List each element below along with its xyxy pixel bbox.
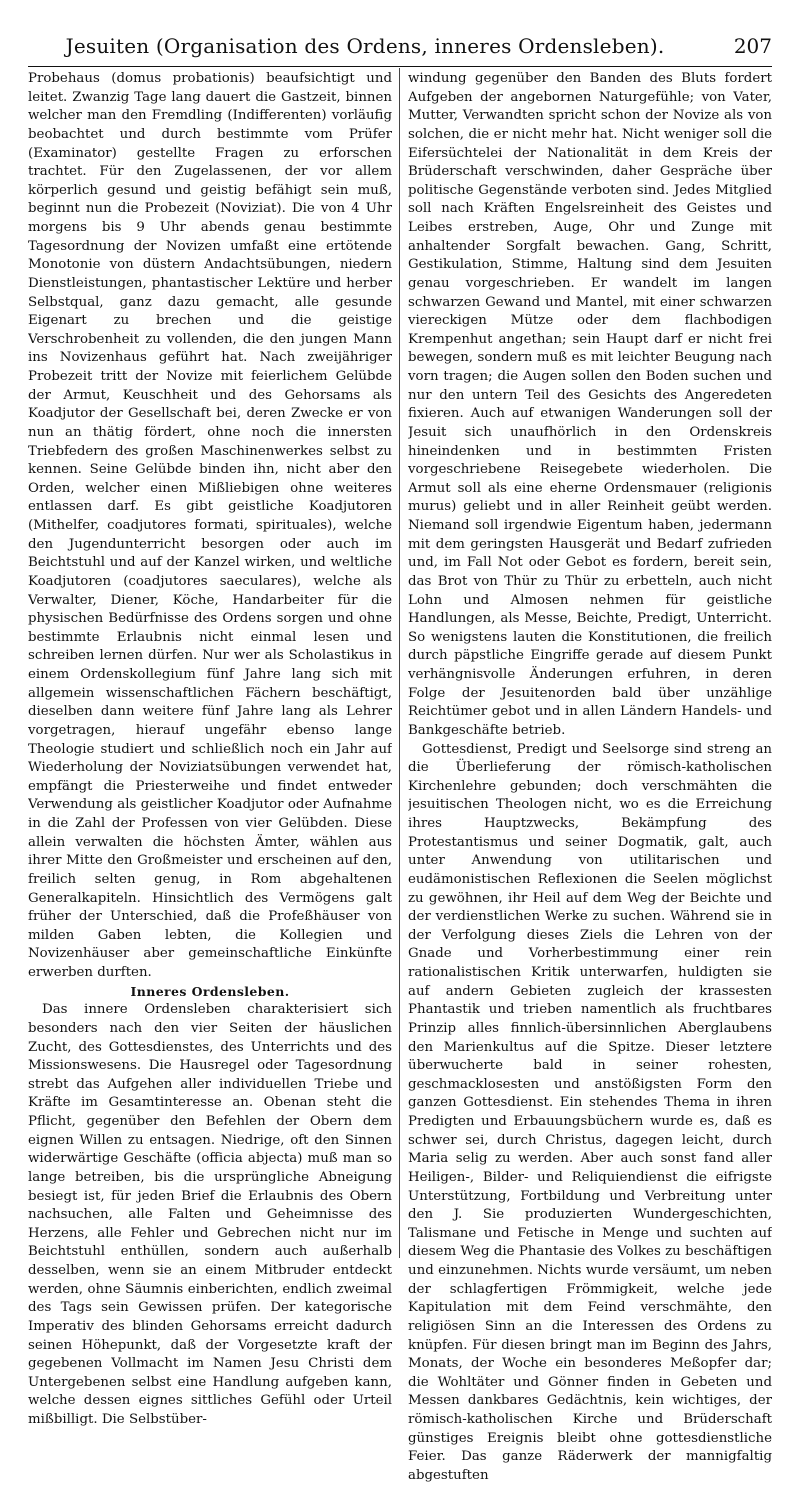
- section-subheading: Inneres Ordensleben.: [130, 983, 290, 999]
- right-column: [408, 70, 772, 1486]
- right-paragraph-1: windung gegenüber den Banden des Bluts fordert Aufgeben der angebornen Naturgefühle; von Vater, Mutter, Verwandten spricht schon der Novize als von solchen, die er nicht mehr hat. Nicht weniger soll die Eifersüchtelei der Nationalität in dem Kreis der Brüderschaft verschwinden, daher Gespräche über politische Gegenstände verboten sind. Jedes Mitglied soll nach Kräften Engelsreinheit des Geistes und Leibes erstreben, Auge, Ohr und Zunge mit anhaltender Sorgfalt bewachen. Gang, Schritt, Gestikulation, Stimme, Haltung sind dem Jesuiten genau vorgeschrieben. Er wandelt im langen schwarzen Gewand und Mantel, mit einer schwarzen viereckigen Mütze oder dem flachbodigen Krempenhut angethan; sein Haupt darf er nicht frei bewegen, sondern muß es mit leichter Beugung nach vorn tragen; die Augen sollen den Boden suchen und nur den untern Teil des Gesichts des Angeredeten fixieren. Auch auf etwanigen Wanderungen soll der Jesuit sich unaufhörlich in den Ordenskreis hineindenken und in bestimmten Fristen vorgeschriebene Reisegebete wiederholen. Die Armut soll als eine eherne Ordensmauer (religionis murus) geliebt und in aller Reinheit geübt werden. Niemand soll irgendwie Eigentum haben, jedermann mit dem geringsten Hausgerät und Bedarf zufrieden und, im Fall Not oder Gebot es fordern, bereit sein, das Brot von Thür zu Thür zu erbetteln, auch nicht Lohn und Almosen nehmen für geistliche Handlungen, als Messe, Beichte, Predigt, Unterricht. So wenigstens lauten die Konstitutionen, die freilich durch päpstliche Eingriffe gerade auf diesem Punkt verhängnisvolle Änderungen erfuhren, in deren Folge der Jesuitenorden bald über unzählige Reichtümer gebot und in allen Ländern Handels- und Bankgeschäfte betrieb.: [408, 71, 772, 738]
- page-number: 207: [733, 34, 772, 58]
- right-paragraph-2: Gottesdienst, Predigt und Seelsorge sind streng an die Überlieferung der römisch-katholischen Kirchenlehre gebunden; doch verschmähten die jesuitischen Theologen nicht, wo es die Erreichung ihres Hauptzwecks, Bekämpfung des Protestantismus und seiner Dogmatik, galt, auch unter Anwendung von utilitarischen und eudämonistischen Reflexionen die Seelen möglichst zu gewöhnen, ihr Heil auf dem Weg der Beichte und der verdienstlichen Werke zu suchen. Während sie in der Verfolgung dieses Ziels die Lehren von der Gnade und Vorherbestimmung einer rein rationalistischen Kritik unterwarfen, huldigten sie auf andern Gebieten zugleich der krassesten Phantastik und trieben namentlich als fruchtbares Prinzip alles finnlich-übersinnlichen Aberglaubens den Marienkultus auf die Spitze. Dieser letztere überwucherte bald in seiner rohesten, geschmacklosesten und anstößigsten Form den ganzen Gottesdienst. Ein stehendes Thema in ihren Predigten und Erbauungsbüchern wurde es, daß es schwer sei, durch Christus, dagegen leicht, durch Maria selig zu werden. Aber auch sonst fand aller Heiligen-, Bilder- und Reliquiendienst die eifrigste Unterstützung, Fortbildung und Verbreitung unter den J. Sie produzierten Wundergeschichten, Talismane und Fetische in Menge und suchten auf diesem Weg die Phantasie des Volkes zu beschäftigen und einzunehmen. Nichts wurde versäumt, um neben der schlagfertigen Frömmigkeit, welche jede Kapitulation mit dem Feind verschmähte, den religiösen Sinn an die Interessen des Ordens zu knüpfen. Für diesen bringt man im Beginn des Jahrs, Monats, der Woche ein besonderes Meßopfer dar; die Wohltäter und Gönner finden in Gebeten und Messen dankbares Gedächtnis, kein wichtiges, der römisch-katholischen Kirche und Brüderschaft günstiges Ereignis bleibt ohne gottesdienstliche Feier. Das ganze Räderwerk der mannigfaltig abgestuften: [408, 741, 772, 1483]
- page-header: [28, 32, 772, 67]
- left-column: [28, 70, 392, 1430]
- left-paragraph-1: Probehaus (domus probationis) beaufsichtigt und leitet. Zwanzig Tage lang dauert die Gastzeit, binnen welcher man den Fremdling (Indifferenten) vorläufig beobachtet und durch bestimmte vom Prüfer (Examinator) gestellte Fragen zu erforschen trachtet. Für den Zugelassenen, der vor allem körperlich gesund und geistig befähigt sein muß, beginnt nun die Probezeit (Noviziat). Die von 4 Uhr morgens bis 9 Uhr abends genau bestimmte Tagesordnung der Novizen umfaßt eine ertötende Monotonie von düstern Andachtsübungen, niedern Dienstleistungen, phantastischer Lektüre und herber Selbstqual, ganz dazu gemacht, alle gesunde Eigenart zu brechen und die geistige Verschrobenheit zu vollenden, die den jungen Mann ins Novizenhaus geführt hat. Nach zweijähriger Probezeit tritt der Novize mit feierlichem Gelübde der Armut, Keuschheit und des Gehorsams als Koadjutor der Gesellschaft bei, deren Zwecke er von nun an thätig fördert, ohne noch die innersten Triebfedern des großen Maschinenwerkes selbst zu kennen. Seine Gelübde binden ihn, nicht aber den Orden, welcher einen Mißliebigen ohne weiteres entlassen darf. Es gibt geistliche Koadjutoren (Mithelfer, coadjutores formati, spirituales), welche den Jugendunterricht besorgen oder auch im Beichtstuhl und auf der Kanzel wirken, und weltliche Koadjutoren (coadjutores saeculares), welche als Verwalter, Diener, Köche, Handarbeiter für die physischen Bedürfnisse des Ordens sorgen und ohne bestimmte Erlaubnis nicht einmal lesen und schreiben lernen dürfen. Nur wer als Scholastikus in einem Ordenskollegium fünf Jahre lang sich mit allgemein wissenschaftlichen Fächern beschäftigt, dieselben dann weitere fünf Jahre lang als Lehrer vorgetragen, hierauf ungefähr ebenso lange Theologie studiert und schließlich noch ein Jahr auf Wiederholung der Noviziatsübungen verwendet hat, empfängt die Priesterweihe und findet entweder Verwendung als geistlicher Koadjutor oder Aufnahme in die Zahl der Professen von vier Gelübden. Diese allein verwalten die höchsten Ämter, wählen aus ihrer Mitte den Großmeister und erscheinen auf den, freilich selten genug, in Rom abgehaltenen Generalkapiteln. Hinsichtlich des Vermögens galt früher der Unterschied, daß die Profeßhäuser von milden Gaben lebten, die Kollegien und Novizenhäuser aber gemeinschaftliche Einkünfte erwerben durften.: [28, 71, 392, 980]
- running-title: Jesuiten (Organisation des Ordens, inneres Ordensleben).: [65, 34, 665, 58]
- column-divider: [399, 68, 400, 1258]
- left-paragraph-2: Das innere Ordensleben charakterisiert sich besonders nach den vier Seiten der häuslichen Zucht, des Gottesdienstes, des Unterrichts und des Missionswesens. Die Hausregel oder Tagesordnung strebt das Aufgehen aller individuellen Triebe und Kräfte im Gesamtinteresse an. Obenan steht die Pflicht, gegenüber den Befehlen der Obern dem eignen Willen zu entsagen. Niedrige, oft den Sinnen widerwärtige Geschäfte (officia abjecta) muß man so lange betreiben, bis die ursprüngliche Abneigung besiegt ist, für jeden Brief die Erlaubnis des Obern nachsuchen, alle Falten und Geheimnisse des Herzens, alle Fehler und Gebrechen nicht nur im Beichtstuhl enthüllen, sondern auch außerhalb desselben, wenn sie an einem Mitbruder entdeckt werden, ohne Säumnis einberichten, endlich zweimal des Tags sein Gewissen prüfen. Der kategorische Imperativ des blinden Gehorsams erreicht dadurch seinen Höhepunkt, daß der Vorgesetzte kraft der gegebenen Vollmacht im Namen Jesu Christi dem Untergebenen selbst eine Handlung aufgeben kann, welche dessen eignes sittliches Gefühl oder Urteil mißbilligt. Die Selbstüber-: [28, 1002, 392, 1427]
